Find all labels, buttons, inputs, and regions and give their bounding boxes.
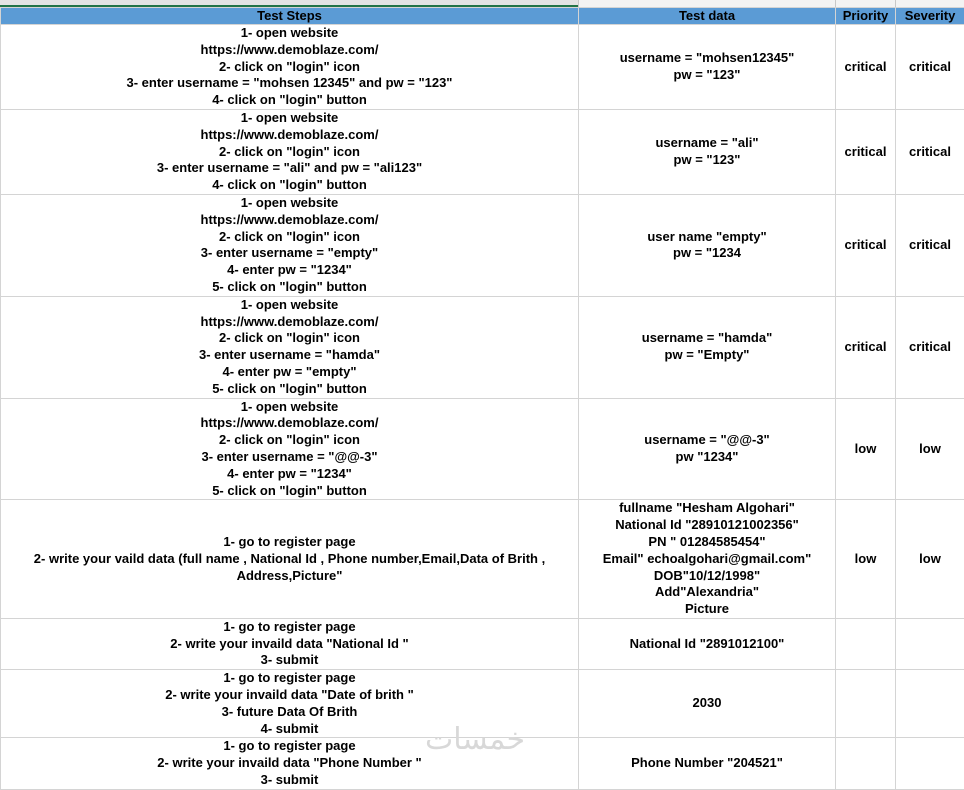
test-data-cell[interactable] <box>579 670 836 738</box>
test-steps-cell-line: 2- click on "login" icon <box>3 432 576 449</box>
test-steps-cell-line: 3- enter username = "@@-3" <box>3 449 576 466</box>
test-steps-cell-line: https://www.demoblaze.com/ <box>3 127 576 144</box>
test-steps-cell-line: 3- enter username = "hamda" <box>3 347 576 364</box>
test-data-cell[interactable] <box>579 25 836 110</box>
test-steps-cell-line: 5- click on "login" button <box>3 483 576 500</box>
test-steps-cell-line: Address,Picture" <box>3 568 576 585</box>
severity-cell[interactable]: critical <box>896 109 964 194</box>
test-steps-cell-line: 4- click on "login" button <box>3 92 576 109</box>
test-data-cell-line: pw = "Empty" <box>581 347 833 364</box>
table-row <box>1 25 964 110</box>
test-steps-cell-line: 1- open website <box>3 25 576 42</box>
test-steps-cell-line: 2- click on "login" icon <box>3 330 576 347</box>
test-steps-cell-line: https://www.demoblaze.com/ <box>3 415 576 432</box>
test-steps-cell-line: https://www.demoblaze.com/ <box>3 42 576 59</box>
test-steps-cell[interactable] <box>1 398 579 500</box>
test-steps-cell[interactable] <box>1 500 579 619</box>
test-data-cell-line: username = "ali" <box>581 135 833 152</box>
test-steps-cell-line: 2- write your invaild data "Date of brith " <box>3 687 576 704</box>
test-data-cell-line: Add"Alexandria" <box>581 584 833 601</box>
severity-cell[interactable]: critical <box>896 296 964 398</box>
test-data-cell-line: National Id "2891012100" <box>581 636 833 653</box>
watermark: خمسات <box>425 722 525 757</box>
priority-cell[interactable] <box>836 618 896 669</box>
test-steps-cell-line: 1- open website <box>3 110 576 127</box>
test-data-cell[interactable] <box>579 500 836 619</box>
priority-cell[interactable]: critical <box>836 194 896 296</box>
test-steps-cell-line: 3- enter username = "ali" and pw = "ali123" <box>3 160 576 177</box>
priority-cell[interactable]: low <box>836 398 896 500</box>
test-data-cell-line: username = "hamda" <box>581 330 833 347</box>
table-row <box>1 194 964 296</box>
test-steps-cell[interactable] <box>1 109 579 194</box>
test-steps-cell-line: 1- go to register page <box>3 738 576 755</box>
test-steps-cell-line: 4- enter pw = "1234" <box>3 466 576 483</box>
test-steps-cell-line: 4- enter pw = "empty" <box>3 364 576 381</box>
header-test-data[interactable]: Test data <box>579 8 836 25</box>
test-data-cell-line: DOB"10/12/1998" <box>581 568 833 585</box>
test-steps-cell-line: 2- write your vaild data (full name , National Id , Phone number,Email,Data of Brith , <box>3 551 576 568</box>
test-steps-cell-line: 3- submit <box>3 652 576 669</box>
test-steps-cell-line: https://www.demoblaze.com/ <box>3 314 576 331</box>
severity-cell[interactable] <box>896 738 964 789</box>
test-data-cell[interactable] <box>579 109 836 194</box>
selected-column-header[interactable] <box>0 0 578 7</box>
test-steps-cell-line: 2- write your invaild data "National Id " <box>3 636 576 653</box>
test-data-cell-line: fullname "Hesham Algohari" <box>581 500 833 517</box>
table-row <box>1 296 964 398</box>
test-steps-cell-line: 1- go to register page <box>3 619 576 636</box>
severity-cell[interactable] <box>896 670 964 738</box>
test-steps-cell-line: 2- click on "login" icon <box>3 229 576 246</box>
test-steps-cell[interactable] <box>1 296 579 398</box>
header-row <box>1 8 964 25</box>
test-steps-cell-line: 5- click on "login" button <box>3 279 576 296</box>
test-steps-cell-line: 2- click on "login" icon <box>3 59 576 76</box>
test-data-cell-line: PN " 01284585454" <box>581 534 833 551</box>
test-steps-cell-line: 1- go to register page <box>3 534 576 551</box>
table-row <box>1 109 964 194</box>
test-data-cell-line: pw = "1234 <box>581 245 833 262</box>
test-data-cell[interactable] <box>579 194 836 296</box>
table-row <box>1 398 964 500</box>
test-steps-cell-line: 1- open website <box>3 195 576 212</box>
test-steps-cell-line: 2- write your invaild data "Phone Number " <box>3 755 576 772</box>
test-case-table <box>0 7 964 790</box>
test-steps-cell-line: 5- click on "login" button <box>3 381 576 398</box>
test-data-cell-line: user name "empty" <box>581 229 833 246</box>
test-steps-cell-line: 4- enter pw = "1234" <box>3 262 576 279</box>
test-data-cell-line: pw "1234" <box>581 449 833 466</box>
test-data-cell[interactable] <box>579 618 836 669</box>
test-data-cell-line: username = "@@-3" <box>581 432 833 449</box>
test-steps-cell-line: 1- open website <box>3 297 576 314</box>
test-data-cell[interactable] <box>579 398 836 500</box>
severity-cell[interactable]: low <box>896 500 964 619</box>
priority-cell[interactable]: critical <box>836 296 896 398</box>
header-priority[interactable]: Priority <box>836 8 896 25</box>
test-steps-cell-line: 3- future Data Of Brith <box>3 704 576 721</box>
test-data-cell-line: Phone Number "204521" <box>581 755 833 772</box>
table-row <box>1 618 964 669</box>
header-severity[interactable]: Severity <box>896 8 964 25</box>
column-divider[interactable] <box>578 0 579 7</box>
test-data-cell-line: pw = "123" <box>581 152 833 169</box>
test-data-cell-line: National Id "28910121002356" <box>581 517 833 534</box>
column-divider[interactable] <box>835 0 836 7</box>
test-steps-cell-line: https://www.demoblaze.com/ <box>3 212 576 229</box>
test-steps-cell-line: 1- go to register page <box>3 670 576 687</box>
test-data-cell-line: 2030 <box>581 695 833 712</box>
test-steps-cell[interactable] <box>1 618 579 669</box>
column-divider[interactable] <box>895 0 896 7</box>
severity-cell[interactable]: critical <box>896 194 964 296</box>
header-test-steps[interactable]: Test Steps <box>1 8 579 25</box>
test-data-cell-line: username = "mohsen12345" <box>581 50 833 67</box>
test-steps-cell-line: 2- click on "login" icon <box>3 144 576 161</box>
severity-cell[interactable]: critical <box>896 25 964 110</box>
table-body <box>1 25 964 790</box>
test-steps-cell-line: 4- click on "login" button <box>3 177 576 194</box>
test-steps-cell-line: 3- enter username = "mohsen 12345" and pw = "123" <box>3 75 576 92</box>
priority-cell[interactable]: critical <box>836 25 896 110</box>
test-steps-cell-line: 1- open website <box>3 399 576 416</box>
test-steps-cell-line: 3- enter username = "empty" <box>3 245 576 262</box>
severity-cell[interactable] <box>896 618 964 669</box>
test-steps-cell[interactable] <box>1 25 579 110</box>
priority-cell[interactable] <box>836 738 896 789</box>
test-data-cell[interactable] <box>579 738 836 789</box>
priority-cell[interactable]: low <box>836 500 896 619</box>
test-steps-cell[interactable] <box>1 194 579 296</box>
priority-cell[interactable] <box>836 670 896 738</box>
table-row <box>1 500 964 619</box>
severity-cell[interactable]: low <box>896 398 964 500</box>
test-data-cell-line: pw = "123" <box>581 67 833 84</box>
test-data-cell-line: Email" echoalgohari@gmail.com" <box>581 551 833 568</box>
test-data-cell-line: Picture <box>581 601 833 618</box>
test-data-cell[interactable] <box>579 296 836 398</box>
priority-cell[interactable]: critical <box>836 109 896 194</box>
test-steps-cell-line: 3- submit <box>3 772 576 789</box>
test-steps-cell-line: 4- submit <box>3 721 576 738</box>
